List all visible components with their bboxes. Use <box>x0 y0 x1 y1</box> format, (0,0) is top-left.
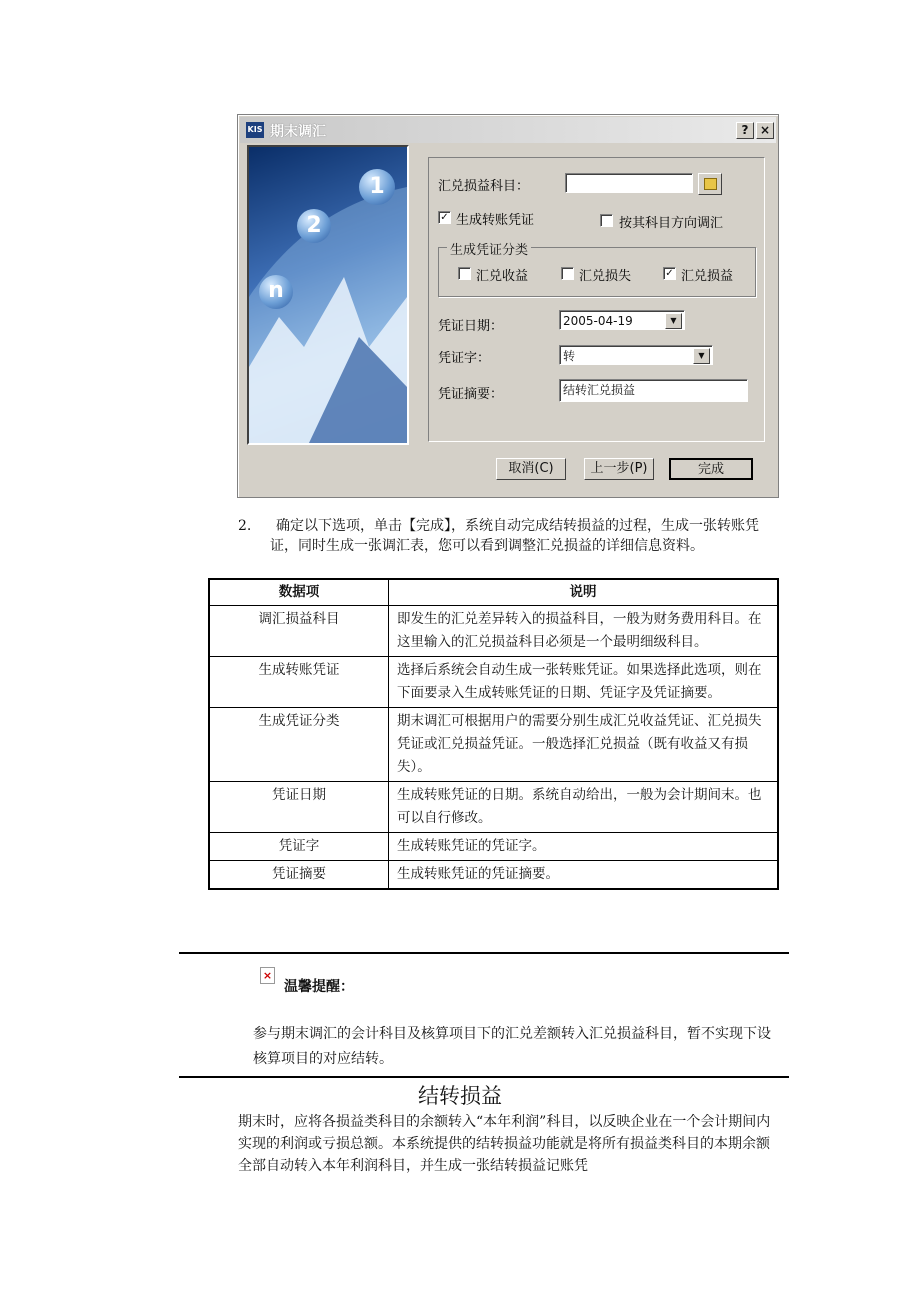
table-cell: 生成转账凭证的凭证字。 <box>389 833 779 861</box>
class-loss-label: 汇兑损失 <box>579 269 632 284</box>
account-lookup-button[interactable] <box>698 173 722 195</box>
table-cell: 生成转账凭证的日期。系统自动给出，一般为会计期间末。也可以自行修改。 <box>389 782 779 833</box>
generate-voucher-label: 生成转账凭证 <box>456 213 535 228</box>
tip-title: 温馨提醒： <box>284 979 354 995</box>
table-cell: 凭证日期 <box>209 782 389 833</box>
table-cell: 即发生的汇兑差异转入的损益科目，一般为财务费用科目。在这里输入的汇兑损益科目必须是一个最明细级科目。 <box>389 606 779 657</box>
by-direction-label: 按其科目方向调汇 <box>619 216 724 231</box>
date-picker[interactable] <box>559 310 685 330</box>
table-cell: 调汇损益科目 <box>209 606 389 657</box>
help-button[interactable]: ? <box>736 122 754 139</box>
table-row <box>209 606 778 657</box>
account-input[interactable] <box>565 173 693 193</box>
wizard-illustration <box>247 145 409 445</box>
chevron-down-icon[interactable]: ▼ <box>693 348 710 364</box>
table-header: 说明 <box>389 579 779 606</box>
step-number: 2. <box>238 518 252 534</box>
section-heading: 结转损益 <box>418 1084 502 1108</box>
table-cell: 选择后系统会自动生成一张转账凭证。如果选择此选项，则在下面要录入生成转账凭证的日期、凭证字及凭证摘要。 <box>389 657 779 708</box>
table-cell: 生成转账凭证 <box>209 657 389 708</box>
table-row <box>209 782 778 833</box>
by-direction-checkbox[interactable] <box>600 214 613 227</box>
dialog-title: 期末调汇 <box>270 124 326 140</box>
voucher-word-value: 转 <box>563 349 576 363</box>
step-text: 确定以下选项，单击【完成】，系统自动完成结转损益的过程，生成一张转账凭证，同时生成一张调汇表，您可以看到调整汇兑损益的详细信息资料。 <box>270 518 759 554</box>
table-cell: 生成凭证分类 <box>209 708 389 782</box>
table-row <box>209 861 778 890</box>
table-cell: 期末调汇可根据用户的需要分别生成汇兑收益凭证、汇兑损失凭证或汇兑损益凭证。一般选择汇兑损益（既有收益又有损失）。 <box>389 708 779 782</box>
spec-table <box>208 578 779 890</box>
cancel-button[interactable]: 取消(C) <box>496 458 566 480</box>
table-cell: 生成转账凭证的凭证摘要。 <box>389 861 779 890</box>
section-text: 期末时，应将各损益类科目的余额转入“本年利润”科目，以反映企业在一个会计期间内实现的利润或亏损总额。本系统提供的结转损益功能就是将所有损益类科目的本期余额全部自动转入本年利润科目，并生成一张结转损益记账凭 <box>238 1114 771 1174</box>
summary-label: 凭证摘要： <box>438 387 504 402</box>
class-gainloss-checkbox[interactable]: ✓ <box>663 267 676 280</box>
dialog-titlebar <box>240 117 776 143</box>
generate-voucher-checkbox[interactable]: ✓ <box>438 211 451 224</box>
date-value: 2005-04-19 <box>563 314 633 328</box>
tip-text: 参与期末调汇的会计科目及核算项目下的汇兑差额转入汇兑损益科目，暂不实现下设核算项目的对应结转。 <box>253 1026 771 1067</box>
number-ball-2: 2 <box>297 209 331 243</box>
table-cell: 凭证摘要 <box>209 861 389 890</box>
close-button[interactable]: × <box>756 122 774 139</box>
divider <box>179 952 789 954</box>
date-label: 凭证日期： <box>438 319 504 334</box>
back-button[interactable]: 上一步(P) <box>584 458 654 480</box>
period-end-exchange-dialog <box>237 114 779 498</box>
class-gainloss-label: 汇兑损益 <box>681 269 734 284</box>
class-gain-checkbox[interactable] <box>458 267 471 280</box>
number-ball-1: 1 <box>359 169 395 205</box>
table-row <box>209 657 778 708</box>
chevron-down-icon[interactable]: ▼ <box>665 313 682 329</box>
broken-image-icon: × <box>260 967 275 984</box>
table-header-row <box>209 579 778 606</box>
class-gain-label: 汇兑收益 <box>476 269 529 284</box>
kis-logo-icon: KIS <box>246 122 264 138</box>
divider <box>179 1076 789 1078</box>
folder-icon <box>704 178 717 190</box>
class-loss-checkbox[interactable] <box>561 267 574 280</box>
table-header: 数据项 <box>209 579 389 606</box>
table-row <box>209 708 778 782</box>
voucher-word-select[interactable] <box>559 345 713 365</box>
table-cell: 凭证字 <box>209 833 389 861</box>
voucher-word-label: 凭证字： <box>438 351 491 366</box>
summary-input[interactable]: 结转汇兑损益 <box>559 379 748 402</box>
table-row <box>209 833 778 861</box>
group-title: 生成凭证分类 <box>447 239 531 258</box>
finish-button[interactable]: 完成 <box>669 458 753 480</box>
number-ball-n: n <box>259 275 293 309</box>
account-label: 汇兑损益科目： <box>438 179 530 194</box>
